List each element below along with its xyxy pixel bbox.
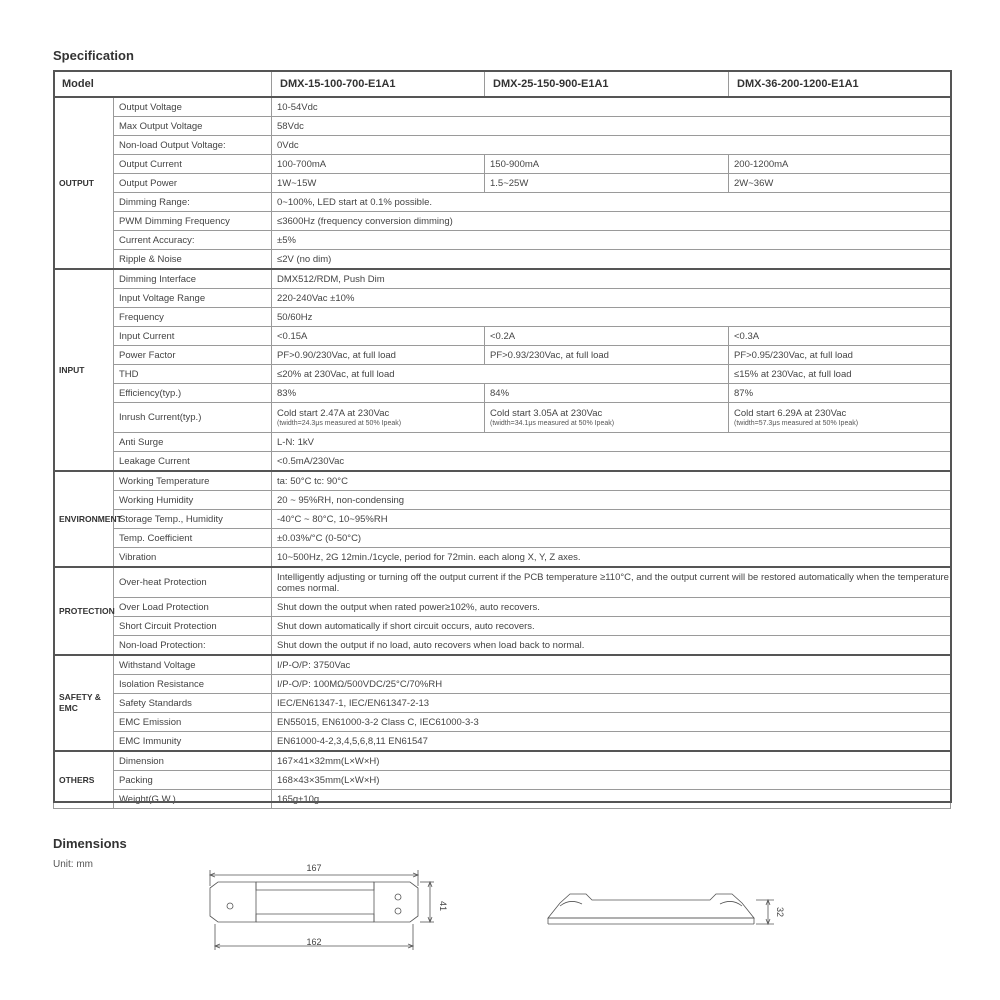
category-cell: OUTPUT [54, 97, 114, 269]
value-text: 220-240Vac ±10% [277, 292, 355, 304]
value-cell [272, 250, 951, 270]
value-cell [272, 327, 485, 346]
value-cell [485, 174, 729, 193]
row-label: Dimension [114, 751, 272, 771]
category-cell: INPUT [54, 269, 114, 471]
value-cell [272, 308, 951, 327]
row-label: Working Humidity [114, 491, 272, 510]
value-text: 167×41×32mm(L×W×H) [277, 755, 380, 767]
value-text: PF>0.93/230Vac, at full load [490, 349, 609, 361]
value-text: 10~500Hz, 2G 12min./1cycle, period for 72min. each along X, Y, Z axes. [277, 551, 581, 563]
value-text: <0.5mA/230Vac [277, 455, 345, 467]
value-text: 200-1200mA [734, 158, 789, 170]
value-cell [272, 713, 951, 732]
value-text: 165g±10g [277, 793, 320, 805]
value-text: 10-54Vdc [277, 101, 318, 113]
table-row [54, 529, 951, 548]
row-label: Inrush Current(typ.) [114, 403, 272, 433]
value-text: Shut down the output when rated power≥102%, auto recovers. [277, 601, 540, 613]
table-row [54, 250, 951, 270]
value-cell [485, 346, 729, 365]
value-subtext: (twidth=57.3μs measured at 50% Ipeak) [734, 419, 859, 427]
value-cell [729, 174, 951, 193]
table-row [54, 771, 951, 790]
row-label: Safety Standards [114, 694, 272, 713]
model-col-2-header: DMX-25-150-900-E1A1 [485, 72, 729, 98]
value-text: 150-900mA [490, 158, 540, 170]
value-cell [272, 751, 951, 771]
value-text: -40°C ~ 80°C, 10~95%RH [277, 513, 388, 525]
value-cell [272, 675, 951, 694]
value-cell [272, 289, 951, 308]
value-text: I/P-O/P: 100MΩ/500VDC/25°C/70%RH [277, 678, 443, 690]
value-cell [272, 529, 951, 548]
table-row [54, 327, 951, 346]
value-cell [272, 694, 951, 713]
value-cell [272, 491, 951, 510]
table-row [54, 452, 951, 472]
table-row [54, 713, 951, 732]
row-label: Isolation Resistance [114, 675, 272, 694]
value-cell [272, 384, 485, 403]
table-row [54, 636, 951, 656]
table-row [54, 510, 951, 529]
value-text: ≤2V (no dim) [277, 253, 332, 265]
row-label: Storage Temp., Humidity [114, 510, 272, 529]
row-label: Output Voltage [114, 97, 272, 117]
value-text: ≤20% at 230Vac, at full load [277, 368, 395, 380]
table-row [54, 346, 951, 365]
category-cell: ENVIRONMENT [54, 471, 114, 567]
top-view-drawing [200, 858, 450, 958]
row-label: Power Factor [114, 346, 272, 365]
table-row [54, 751, 951, 771]
value-cell [272, 346, 485, 365]
value-text: ≤3600Hz (frequency conversion dimming) [277, 215, 453, 227]
value-cell [272, 771, 951, 790]
table-row [54, 471, 951, 491]
row-label: Non-load Protection: [114, 636, 272, 656]
value-cell [272, 548, 951, 568]
side-view-drawing [540, 878, 790, 938]
value-cell [272, 636, 951, 656]
value-cell [272, 510, 951, 529]
value-cell [272, 269, 951, 289]
value-cell [729, 346, 951, 365]
table-row [54, 790, 951, 809]
value-text: 168×43×35mm(L×W×H) [277, 774, 380, 786]
value-cell [272, 231, 951, 250]
dim-length-overall: 167 [306, 863, 322, 873]
value-cell [272, 193, 951, 212]
value-text: EN55015, EN61000-3-2 Class C, IEC61000-3-3 [277, 716, 479, 728]
value-text: IEC/EN61347-1, IEC/EN61347-2-13 [277, 697, 430, 709]
value-text: <0.2A [490, 330, 516, 342]
dim-length-inner: 162 [306, 937, 322, 947]
value-cell [729, 384, 951, 403]
value-cell [485, 403, 729, 433]
table-row [54, 732, 951, 752]
value-cell [272, 452, 951, 472]
dim-height: 32 [775, 906, 785, 918]
row-label: Output Power [114, 174, 272, 193]
row-label: Withstand Voltage [114, 655, 272, 675]
specification-table [53, 71, 951, 809]
value-text: Cold start 3.05A at 230Vac [490, 407, 603, 419]
value-text: 84% [490, 387, 510, 399]
row-label: Input Current [114, 327, 272, 346]
value-cell [272, 732, 951, 752]
row-label: Temp. Coefficient [114, 529, 272, 548]
category-cell: SAFETY & EMC [54, 655, 114, 751]
model-col-1-header: DMX-15-100-700-E1A1 [272, 72, 485, 98]
table-row [54, 491, 951, 510]
value-cell [272, 471, 951, 491]
unit-label: Unit: mm [53, 859, 93, 870]
value-text: 1.5~25W [490, 177, 529, 189]
table-row [54, 548, 951, 568]
value-text: Shut down the output if no load, auto recovers when load back to normal. [277, 639, 585, 651]
row-label: Current Accuracy: [114, 231, 272, 250]
dim-width: 41 [438, 900, 448, 912]
value-cell [272, 598, 951, 617]
table-row [54, 384, 951, 403]
value-text: DMX512/RDM, Push Dim [277, 273, 385, 285]
category-cell: PROTECTION [54, 567, 114, 655]
value-cell [272, 365, 729, 384]
value-cell [729, 327, 951, 346]
row-label: EMC Emission [114, 713, 272, 732]
value-text: 87% [734, 387, 754, 399]
value-subtext: (twidth=24.3μs measured at 50% Ipeak) [277, 419, 402, 427]
category-cell: OTHERS [54, 751, 114, 809]
value-text: PF>0.95/230Vac, at full load [734, 349, 853, 361]
row-label: Short Circuit Protection [114, 617, 272, 636]
row-label: THD [114, 365, 272, 384]
table-row [54, 155, 951, 174]
value-cell [272, 174, 485, 193]
table-row [54, 655, 951, 675]
value-text: <0.15A [277, 330, 308, 342]
value-text: I/P-O/P: 3750Vac [277, 659, 351, 671]
value-text: 50/60Hz [277, 311, 313, 323]
model-header: Model [54, 72, 272, 98]
table-row [54, 617, 951, 636]
table-row [54, 269, 951, 289]
value-cell [485, 327, 729, 346]
value-text: Cold start 2.47A at 230Vac [277, 407, 390, 419]
value-text: ±0.03%/°C (0-50°C) [277, 532, 362, 544]
row-label: Frequency [114, 308, 272, 327]
value-cell [272, 212, 951, 231]
row-label: Ripple & Noise [114, 250, 272, 270]
row-label: Max Output Voltage [114, 117, 272, 136]
table-row [54, 136, 951, 155]
value-cell [729, 155, 951, 174]
value-text: Intelligently adjusting or turning off the output current if the PCB temperature ≥110°C, and the output current will be restored automatically when the temperature comes normal. [277, 571, 949, 594]
dimensions-heading: Dimensions [53, 836, 127, 851]
value-cell [272, 655, 951, 675]
value-text: 0Vdc [277, 139, 299, 151]
row-label: Working Temperature [114, 471, 272, 491]
specification-heading: Specification [53, 48, 134, 63]
value-subtext: (twidth=34.1μs measured at 50% Ipeak) [490, 419, 615, 427]
value-text: 83% [277, 387, 297, 399]
model-col-3-header: DMX-36-200-1200-E1A1 [729, 72, 951, 98]
table-row [54, 675, 951, 694]
value-text: ±5% [277, 234, 296, 246]
row-label: PWM Dimming Frequency [114, 212, 272, 231]
row-label: Packing [114, 771, 272, 790]
row-label: Over Load Protection [114, 598, 272, 617]
value-cell [272, 136, 951, 155]
value-cell [272, 97, 951, 117]
table-row [54, 212, 951, 231]
value-cell [272, 403, 485, 433]
table-row [54, 97, 951, 117]
table-row [54, 433, 951, 452]
row-label: Dimming Range: [114, 193, 272, 212]
value-text: 100-700mA [277, 158, 327, 170]
table-row [54, 117, 951, 136]
value-text: ta: 50°C tc: 90°C [277, 475, 348, 487]
value-cell [272, 117, 951, 136]
table-row [54, 403, 951, 433]
row-label: Over-heat Protection [114, 567, 272, 598]
row-label: Efficiency(typ.) [114, 384, 272, 403]
value-text: <0.3A [734, 330, 760, 342]
value-cell [485, 155, 729, 174]
value-cell [272, 155, 485, 174]
value-cell [272, 433, 951, 452]
table-row [54, 567, 951, 598]
table-row [54, 694, 951, 713]
table-row [54, 365, 951, 384]
row-label: Dimming Interface [114, 269, 272, 289]
row-label: EMC Immunity [114, 732, 272, 752]
value-text: Cold start 6.29A at 230Vac [734, 407, 847, 419]
value-text: EN61000-4-2,3,4,5,6,8,11 EN61547 [277, 735, 428, 747]
row-label: Vibration [114, 548, 272, 568]
table-row [54, 308, 951, 327]
value-text: 20 ~ 95%RH, non-condensing [277, 494, 405, 506]
row-label: Anti Surge [114, 433, 272, 452]
value-text: 2W~36W [734, 177, 774, 189]
table-header-row [54, 72, 951, 98]
row-label: Weight(G.W.) [114, 790, 272, 809]
value-text: L-N: 1kV [277, 436, 314, 448]
value-cell [272, 567, 951, 598]
table-row [54, 231, 951, 250]
row-label: Input Voltage Range [114, 289, 272, 308]
row-label: Non-load Output Voltage: [114, 136, 272, 155]
value-cell [729, 403, 951, 433]
row-label: Output Current [114, 155, 272, 174]
value-text: PF>0.90/230Vac, at full load [277, 349, 396, 361]
table-row [54, 598, 951, 617]
table-row [54, 174, 951, 193]
value-cell [272, 617, 951, 636]
value-text: Shut down automatically if short circuit occurs, auto recovers. [277, 620, 535, 632]
value-cell [485, 384, 729, 403]
table-row [54, 193, 951, 212]
value-text: 1W~15W [277, 177, 317, 189]
row-label: Leakage Current [114, 452, 272, 472]
value-text: 58Vdc [277, 120, 304, 132]
value-cell [272, 790, 951, 809]
value-text: ≤15% at 230Vac, at full load [734, 368, 852, 380]
value-text: 0~100%, LED start at 0.1% possible. [277, 196, 432, 208]
table-row [54, 289, 951, 308]
value-cell [729, 365, 951, 384]
